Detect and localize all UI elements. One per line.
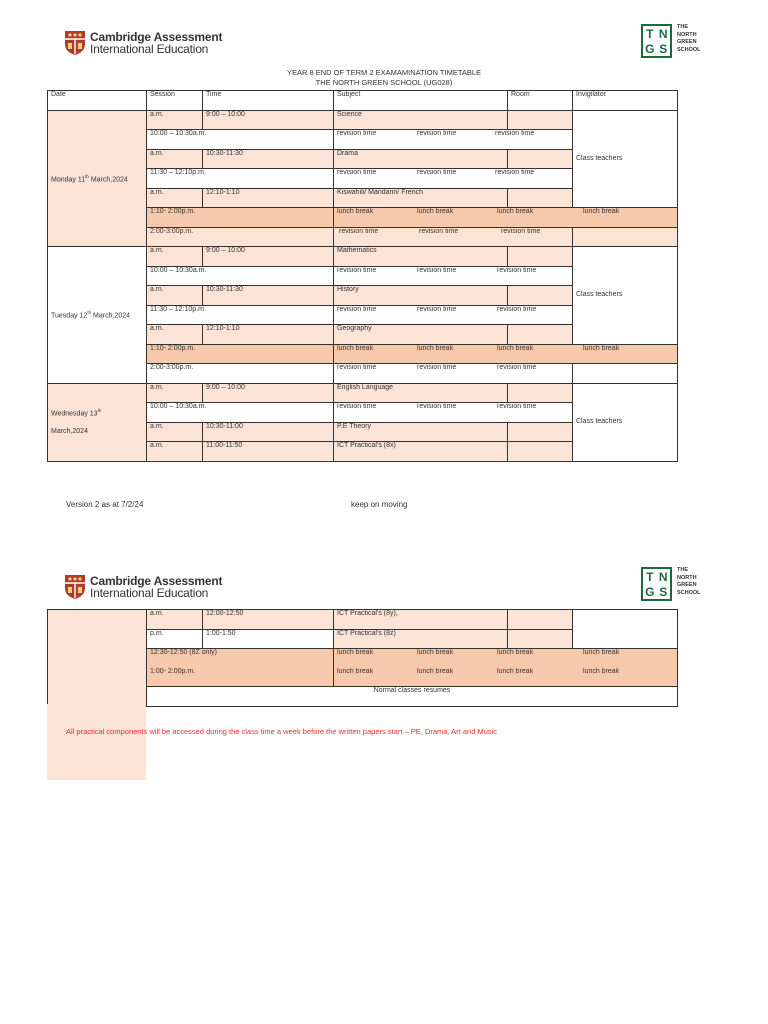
tngs-letter: S <box>659 41 668 56</box>
version-text: Version 2 as at 7/2/24 <box>66 500 144 509</box>
normal-classes-cell: Normal classes resumes <box>147 687 678 707</box>
lunch-text: lunch break <box>337 208 374 215</box>
cambridge-line1: Cambridge Assessment <box>90 30 223 44</box>
subject-cell: Kiswahili/ Mandarin/ French <box>334 188 508 208</box>
time-cell: 1:00- 2:00p.m. <box>147 668 334 687</box>
time-cell: 12:10-1:10 <box>203 325 334 345</box>
subject-cell: P.E Theory <box>334 422 508 442</box>
revision-row <box>334 403 573 423</box>
revision-text: revision time <box>501 227 541 235</box>
tngs-monogram <box>641 567 672 601</box>
tngs-logo <box>641 24 701 58</box>
header-row <box>48 91 678 111</box>
lunch-text: lunch break <box>417 649 454 656</box>
revision-text: revision time <box>337 266 377 274</box>
time-cell: 1:10- 2:00p.m. <box>147 208 334 228</box>
revision-text: revision time <box>337 305 377 313</box>
tngs-line: THE <box>677 24 688 30</box>
subject-cell: Drama <box>334 149 508 169</box>
subject-cell: Geography <box>334 325 508 345</box>
revision-row <box>334 364 573 384</box>
revision-row <box>334 130 573 150</box>
time-cell: 11:30 – 12:10p.m. <box>147 305 334 325</box>
cambridge-line2: International Education <box>90 586 209 600</box>
cambridge-shield-icon <box>64 574 86 600</box>
revision-text: revision time <box>419 227 459 235</box>
lunch-cells <box>334 344 678 364</box>
tngs-letter: S <box>659 584 668 599</box>
revision-text: revision time <box>417 364 457 371</box>
lunch-text: lunch break <box>497 649 534 656</box>
time-cell: 9:00 – 10:00 <box>203 247 334 267</box>
subject-cell: ICT Practical’s (8x) <box>334 442 508 462</box>
tngs-wordmark <box>677 24 701 54</box>
time-cell: 9:00 – 10:00 <box>203 383 334 403</box>
cambridge-logo <box>64 30 222 56</box>
lunch-cells <box>334 649 678 668</box>
session-cell: a.m. <box>147 325 203 345</box>
lunch-text: lunch break <box>583 649 620 656</box>
revision-text: revision time <box>417 403 457 410</box>
time-cell: 12:30-12:50 (8Z only) <box>147 649 334 668</box>
tngs-wordmark <box>677 567 701 597</box>
revision-text: revision time <box>417 169 457 176</box>
session-cell: a.m. <box>147 149 203 169</box>
revision-text: revision time <box>337 169 377 176</box>
session-cell: a.m. <box>147 247 203 267</box>
tngs-line: NORTH <box>677 31 697 38</box>
cambridge-line2: International Education <box>90 42 209 56</box>
subject-cell: ICT Practical’s (8y), <box>334 610 508 630</box>
revision-text: revision time <box>339 227 379 235</box>
tngs-line: SCHOOL <box>677 589 701 596</box>
tngs-line: NORTH <box>677 574 697 581</box>
room-cell <box>508 247 573 267</box>
revision-row <box>334 305 573 325</box>
lunch-text: lunch break <box>497 667 534 675</box>
tngs-letter: T <box>646 26 654 41</box>
col-time: Time <box>203 91 334 111</box>
lunch-text: lunch break <box>417 208 454 215</box>
date-tuesday: Tuesday 12th March,2024 <box>48 247 147 384</box>
date-wednesday: Wednesday 13th March,2024 <box>48 383 147 461</box>
lunch-text: lunch break <box>583 208 620 215</box>
session-cell: a.m. <box>147 188 203 208</box>
room-cell <box>508 629 573 649</box>
session-cell: a.m. <box>147 110 203 130</box>
subject-cell: History <box>334 286 508 306</box>
revision-text: revision time <box>495 169 535 176</box>
invigilator-cell <box>573 610 678 649</box>
lunch-text: lunch break <box>583 344 620 352</box>
time-cell: 2:00-3:00p.m. <box>147 364 334 384</box>
tngs-line: GREEN <box>677 39 697 45</box>
lunch-text: lunch break <box>583 667 620 675</box>
revision-text: revision time <box>497 305 537 313</box>
time-cell: 1:00-1:50 <box>203 629 334 649</box>
time-cell: 10:30-11:00 <box>203 422 334 442</box>
cambridge-shield-icon <box>64 30 86 56</box>
time-cell: 12:00-12:50 <box>203 610 334 630</box>
time-cell: 11:30 – 12:10p.m. <box>147 169 334 189</box>
time-cell: 9:00 – 10:00 <box>203 110 334 130</box>
room-cell <box>508 383 573 403</box>
time-cell: 2:00-3:00p.m. <box>147 227 334 247</box>
time-cell: 11:00-11:50 <box>203 442 334 462</box>
revision-row <box>334 227 573 247</box>
revision-text: revision time <box>497 403 537 410</box>
revision-text: revision time <box>337 130 377 137</box>
room-cell <box>508 286 573 306</box>
session-cell: p.m. <box>147 629 203 649</box>
room-cell <box>508 188 573 208</box>
tngs-letter: T <box>646 569 654 584</box>
subject-cell: Mathematics <box>334 247 508 267</box>
tngs-letter: G <box>645 584 655 599</box>
revision-text: revision time <box>497 364 537 371</box>
time-cell: 10:00 – 10:30a.m. <box>147 130 334 150</box>
revision-text: revision time <box>495 130 535 137</box>
timetable-title <box>0 68 768 88</box>
table-row <box>48 247 678 267</box>
session-cell: a.m. <box>147 286 203 306</box>
tngs-letter: N <box>658 569 668 584</box>
title-line2: THE NORTH GREEN SCHOOL (UG028) <box>315 78 453 87</box>
invigilator-cell: Class teachers <box>573 247 678 345</box>
time-cell: 12:10-1:10 <box>203 188 334 208</box>
session-cell: a.m. <box>147 610 203 630</box>
invigilator-cell: Class teachers <box>573 383 678 461</box>
time-cell: 10:30-11:30 <box>203 286 334 306</box>
cambridge-logo-2 <box>64 574 222 600</box>
tngs-letter: G <box>645 41 655 56</box>
date-continued <box>48 610 147 707</box>
empty-cell <box>573 227 678 247</box>
time-cell: 10:00 – 10:30a.m. <box>147 266 334 286</box>
revision-text: revision time <box>417 130 457 137</box>
col-session: Session <box>147 91 203 111</box>
tngs-line: THE <box>677 567 688 573</box>
time-cell: 1:10- 2:00p.m. <box>147 344 334 364</box>
room-cell <box>508 442 573 462</box>
revision-row <box>334 266 573 286</box>
session-cell: a.m. <box>147 422 203 442</box>
room-cell <box>508 422 573 442</box>
timetable <box>47 90 678 462</box>
revision-text: revision time <box>337 403 377 410</box>
revision-text: revision time <box>417 266 457 274</box>
empty-cell <box>573 364 678 384</box>
timetable-continued <box>47 609 678 707</box>
room-cell <box>508 149 573 169</box>
tngs-letter: N <box>658 26 668 41</box>
date-monday: Monday 11th March,2024 <box>48 110 147 247</box>
lunch-cells <box>334 668 678 687</box>
lunch-text: lunch break <box>337 649 374 656</box>
subject-cell: ICT Practical’s (8z) <box>334 629 508 649</box>
lunch-cells <box>334 208 678 228</box>
invigilator-cell: Class teachers <box>573 110 678 208</box>
col-room: Room <box>508 91 573 111</box>
subject-cell: English Language <box>334 383 508 403</box>
room-cell <box>508 325 573 345</box>
tngs-line: GREEN <box>677 582 697 588</box>
lunch-text: lunch break <box>497 208 534 215</box>
room-cell <box>508 110 573 130</box>
revision-text: revision time <box>417 305 457 313</box>
pink-block <box>47 704 146 780</box>
table-row <box>48 383 678 403</box>
practical-note: All practical components will be accessed during the class time a week before the written papers start – PE, Drama, Art and Music <box>66 727 498 736</box>
session-cell: a.m. <box>147 383 203 403</box>
lunch-text: lunch break <box>417 344 454 352</box>
col-subject: Subject <box>334 91 508 111</box>
tngs-logo-2 <box>641 567 701 601</box>
table-row <box>48 110 678 130</box>
title-line1: YEAR 8 END OF TERM 2 EXAMAMINATION TIMETABLE <box>286 68 482 77</box>
lunch-text: lunch break <box>497 344 534 352</box>
lunch-text: lunch break <box>337 667 374 675</box>
revision-text: revision time <box>337 364 377 371</box>
session-cell: a.m. <box>147 442 203 462</box>
col-date: Date <box>48 91 147 111</box>
time-cell: 10:00 – 10:30a.m. <box>147 403 334 423</box>
tngs-monogram <box>641 24 672 58</box>
room-cell <box>508 610 573 630</box>
lunch-text: lunch break <box>417 667 454 675</box>
cambridge-line1: Cambridge Assessment <box>90 574 223 588</box>
revision-text: revision time <box>497 266 537 274</box>
time-cell: 10:30-11:30 <box>203 149 334 169</box>
motto-text: keep on moving <box>351 500 408 509</box>
table-row <box>48 610 678 630</box>
tngs-line: SCHOOL <box>677 46 701 53</box>
lunch-text: lunch break <box>337 344 374 352</box>
revision-row <box>334 169 573 189</box>
col-invigilator: Invigilator <box>573 91 678 111</box>
subject-cell: Science <box>334 110 508 130</box>
